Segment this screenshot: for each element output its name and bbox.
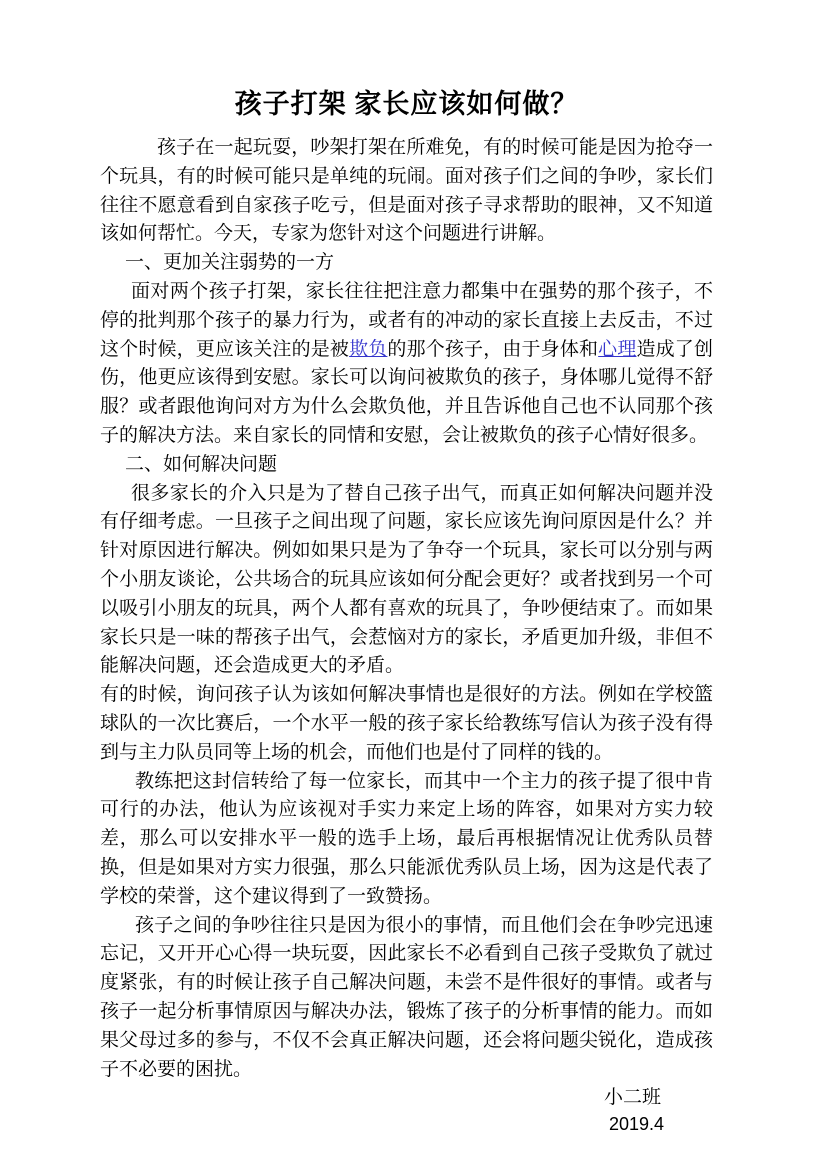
document-title: 孩子打架 家长应该如何做？	[234, 89, 579, 119]
signature-author: 小二班	[603, 1087, 661, 1109]
paragraph-section2-4: 孩子之间的争吵往往只是因为很小的事情，而且他们会在争吵完迅速忘记，又开开心心得一块玩耍，因此家长不必看到自己孩子受欺负了就过度紧张，有的时候让孩子自己解决问题，未尝不是件很好的事情。或者与孩子一起分析事情原因与解决办法，锻炼了孩子的分析事情的能力。而如果父母过多的参与，不仅不会真正解决问题，还会将问题尖锐化，造成孩子不必要的困扰。	[100, 914, 713, 1080]
paragraph-section1-seg1: 面对两个孩子打架，家长往往把注意力都集中在强势的那个孩子，不停的批判那个孩子的暴力行为，或者有的冲动的家长直接上去反击，不过这个时候，更应该关注的是被	[100, 280, 713, 360]
paragraph-section2-3: 教练把这封信转给了每一位家长，而其中一个主力的孩子提了很中肯可行的办法，他认为应该视对手实力来定上场的阵容，如果对方实力较差，那么可以安排水平一般的选手上场，最后再根据情况让优秀队员替换，但是如果对方实力很强，那么只能派优秀队员上场，因为这是代表了学校的荣誉，这个建议得到了一致赞扬。	[100, 770, 713, 907]
link-qifu[interactable]: 欺负	[349, 338, 388, 360]
paragraph-section1-seg2: 的那个孩子，由于身体和	[387, 338, 599, 360]
paragraph-section2-1: 很多家长的介入只是为了替自己孩子出气，而真正如何解决问题并没有仔细考虑。一旦孩子之间出现了问题，家长应该先询问原因是什么？并针对原因进行解决。例如如果只是为了争夺一个玩具，家长可以分别与两个小朋友谈论，公共场合的玩具应该如何分配会更好？或者找到另一个可以吸引小朋友的玩具，两个人都有喜欢的玩具了，争吵便结束了。而如果家长只是一味的帮孩子出气，会惹恼对方的家长，矛盾更加升级，非但不能解决问题，还会造成更大的矛盾。	[100, 482, 713, 677]
link-xinli[interactable]: 心理	[598, 338, 637, 360]
paragraph-intro: 孩子在一起玩耍，吵架打架在所难免，有的时候可能是因为抢夺一个玩具，有的时候可能只是单纯的玩闹。面对孩子们之间的争吵，家长们往往不愿意看到自家孩子吃亏，但是面对孩子寻求帮助的眼神，又不知道该如何帮忙。今天，专家为您针对这个问题进行讲解。	[100, 137, 713, 245]
signature-block	[100, 1084, 713, 1138]
section-heading-1: 一、更加关注弱势的一方	[125, 252, 335, 274]
document-body	[100, 134, 713, 1084]
paragraph-section1-seg3: 造成了创伤，他更应该得到安慰。家长可以询问被欺负的孩子，身体哪儿觉得不舒服？或者跟他询问对方为什么会欺负他，并且告诉他自己也不认同那个孩子的解决方法。来自家长的同情和安慰，会让被欺负的孩子心情好很多。	[100, 338, 713, 446]
paragraph-section1	[100, 278, 713, 451]
signature-date: 2019.4	[608, 1114, 664, 1135]
paragraph-section2-2: 有的时候，询问孩子认为该如何解决事情也是很好的方法。例如在学校篮球队的一次比赛后，一个水平一般的孩子家长给教练写信认为孩子没有得到与主力队员同等上场的机会，而他们也是付了同样的钱的。	[100, 684, 713, 763]
section-heading-2: 二、如何解决问题	[125, 453, 278, 475]
